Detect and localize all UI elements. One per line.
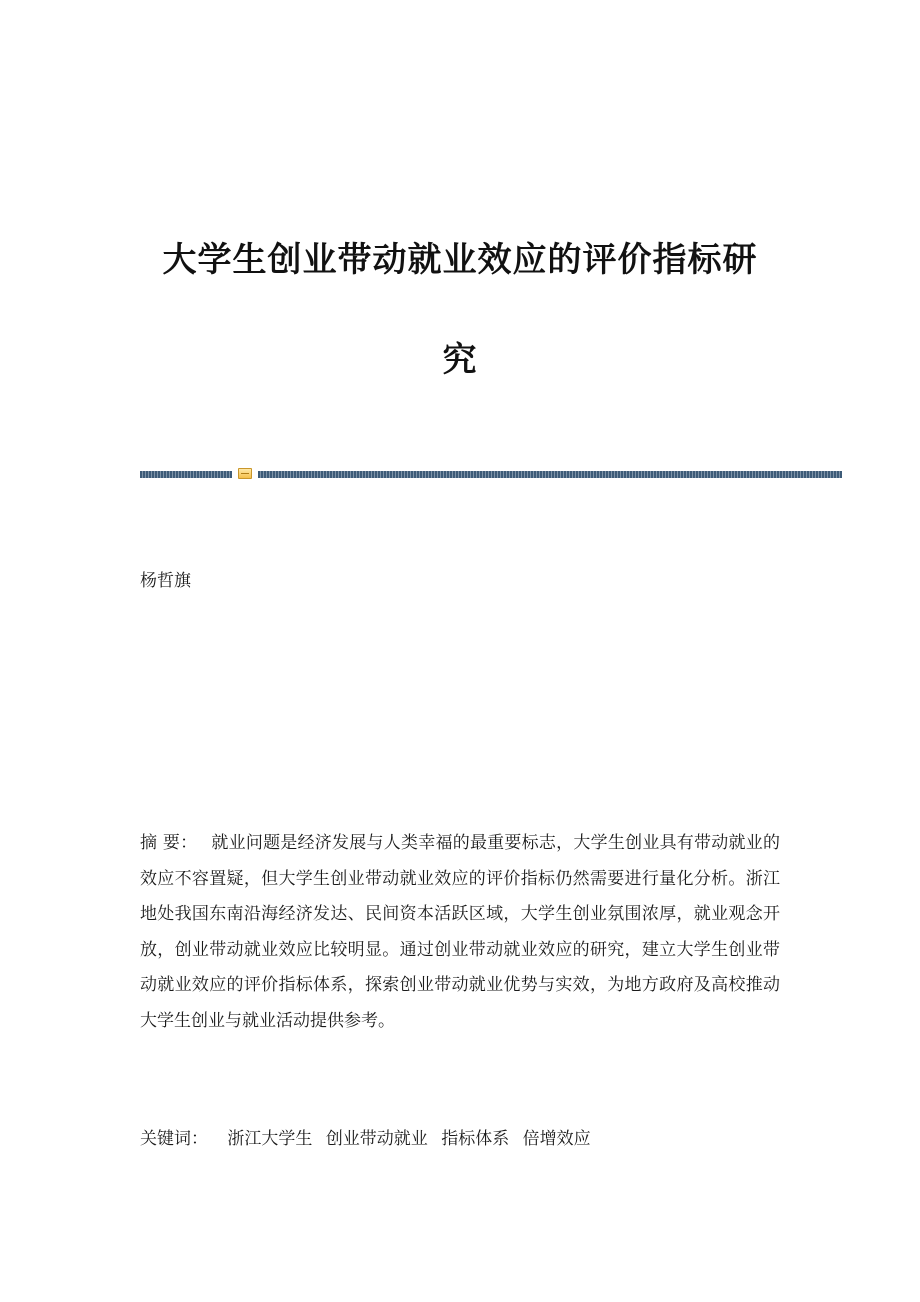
keyword-item: 倍增效应 <box>522 1129 591 1149</box>
title-divider <box>140 468 842 480</box>
keywords-label: 关键词： <box>140 1129 208 1149</box>
divider-bar-left <box>140 471 232 478</box>
title-line-1: 大学生创业带动就业效应的评价指标研 <box>162 240 758 280</box>
keyword-item: 浙江大学生 <box>227 1129 313 1149</box>
envelope-icon <box>238 468 252 479</box>
divider-bar-right <box>258 471 842 478</box>
keyword-item: 指标体系 <box>441 1129 510 1149</box>
author-name: 杨哲旗 <box>140 571 191 591</box>
abstract-text: 就业问题是经济发展与人类幸福的最重要标志，大学生创业具有带动就业的效应不容置疑，但大学生创业带动就业效应的评价指标仍然需要进行量化分析。浙江地处我国东南沿海经济发达、民间资本活跃区域，大学生创业氛围浓厚，就业观念开放，创业带动就业效应比较明显。通过创业带动就业效应的研究，建立大学生创业带动就业效应的评价指标体系，探索创业带动就业优势与实效，为地方政府及高校推动大学生创业与就业活动提供参考。 <box>140 833 780 1031</box>
keywords <box>140 1124 599 1149</box>
paper-title <box>100 210 820 410</box>
abstract <box>140 826 780 1039</box>
abstract-label: 摘 要： <box>140 833 198 853</box>
keyword-item: 创业带动就业 <box>325 1129 428 1149</box>
title-line-2: 究 <box>442 340 478 380</box>
